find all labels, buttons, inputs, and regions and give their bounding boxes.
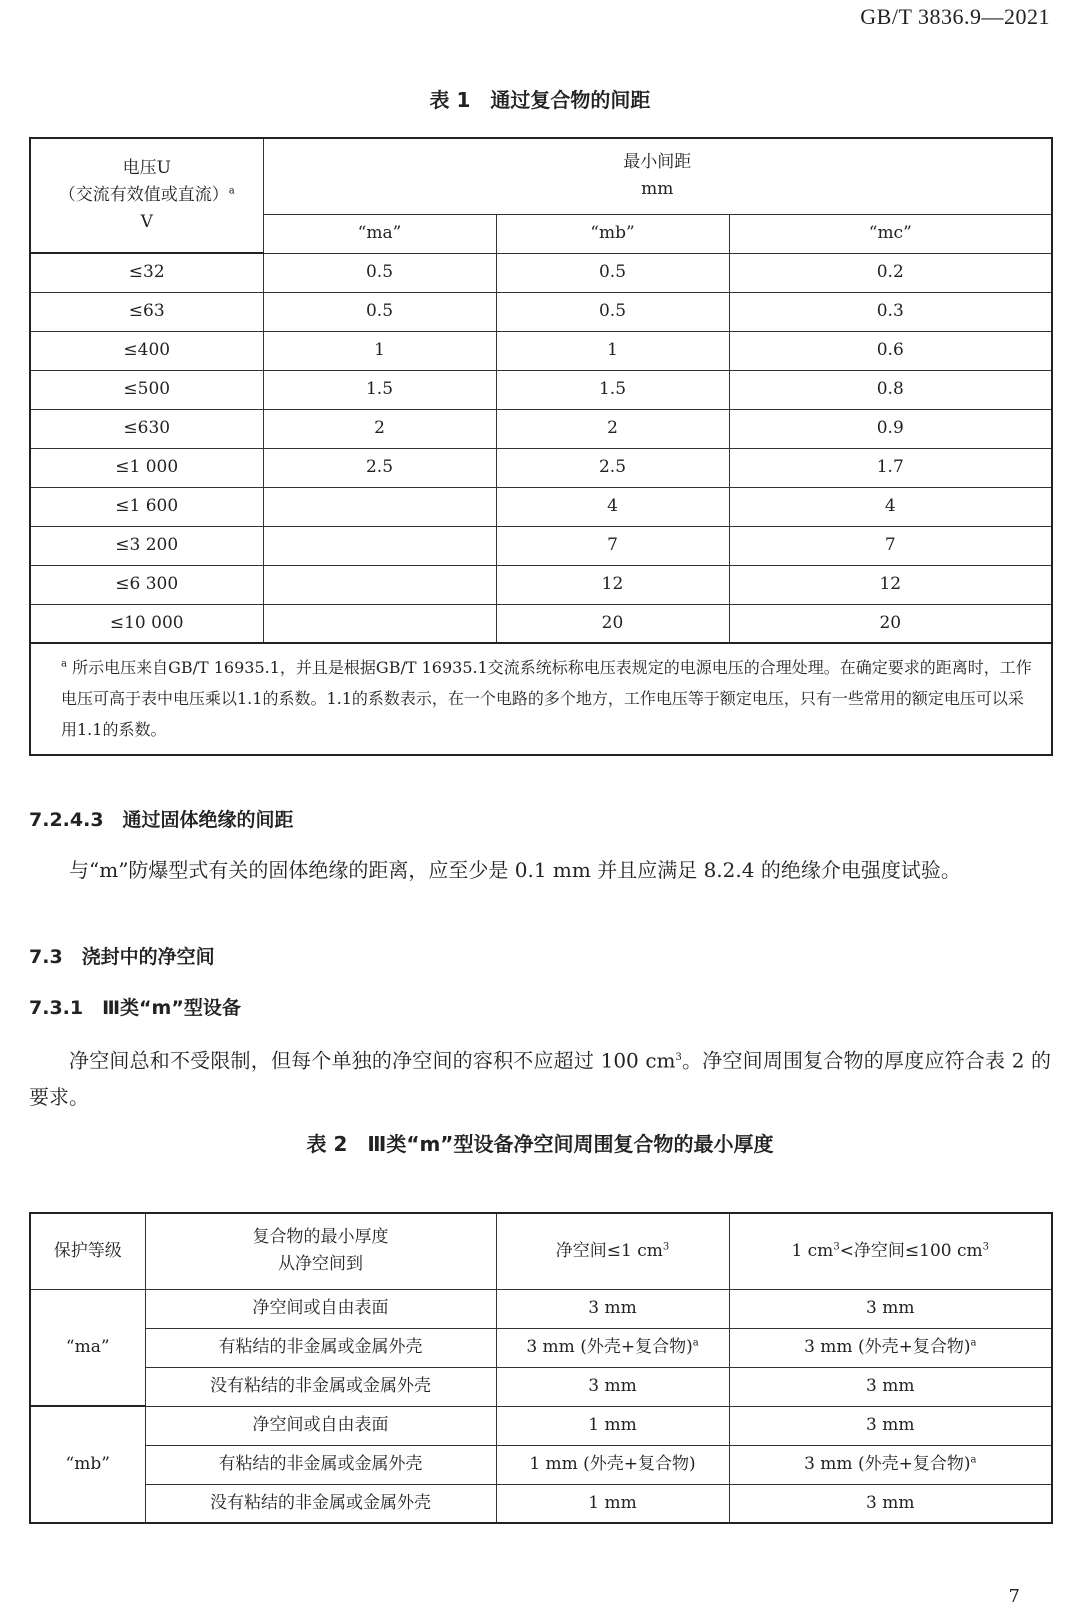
page-number: 7 [1008,1586,1020,1607]
large-cell [729,1406,1052,1445]
to-cell: 净空间或自由表面 [145,1406,496,1445]
voltage-header-label: 电压U [122,157,171,178]
header-sup: 3 [833,1241,840,1252]
ma-cell [263,487,496,526]
thickness-header-label: 复合物的最小厚度 [252,1227,389,1248]
ma-cell: 2.5 [263,448,496,487]
header-text: 1 cm [791,1240,834,1261]
ma-cell [263,526,496,565]
small-cell [496,1406,729,1445]
voltage-cell: ≤1 600 [30,487,263,526]
cell-text: 1 mm (外壳+复合物) [529,1453,696,1474]
to-cell: 没有粘结的非金属或金属外壳 [145,1484,496,1523]
cell-text: 3 mm [866,1414,915,1435]
mc-cell: 0.6 [729,331,1052,370]
voltage-header-qualifier: （交流有效值或直流） [58,184,229,205]
section-7-2-4-3-text: 与“m”防爆型式有关的固体绝缘的距离，应至少是 0.1 mm 并且应满足 8.2.4 的绝缘介电强度试验。 [69,858,961,882]
cell-text: 3 mm [866,1492,915,1513]
large-cell [729,1328,1052,1367]
header-text: <净空间≤100 cm [839,1240,983,1261]
mc-cell: 0.8 [729,370,1052,409]
voltage-cell: ≤1 000 [30,448,263,487]
table1-footnote [30,643,1052,755]
footnote-mark: a [61,658,67,670]
cell-text: 3 mm (外壳+复合物) [526,1336,693,1357]
voltage-header [30,138,263,253]
large-cell [729,1289,1052,1328]
table-row [30,1445,1052,1484]
table-row [30,604,1052,643]
mb-cell: 2.5 [496,448,729,487]
mb-cell: 4 [496,487,729,526]
ma-cell [263,604,496,643]
cell-sup: a [970,1337,977,1349]
section-7-2-4-3-heading: 7.2.4.3 通过固体绝缘的间距 [29,809,294,831]
table-row [30,253,1052,292]
table1-title: 表 1 通过复合物的间距 [429,88,651,112]
table-row [30,1484,1052,1523]
thickness-header-sublabel: 从净空间到 [278,1254,363,1275]
mb-cell: 2 [496,409,729,448]
mc-cell: 0.2 [729,253,1052,292]
level-header: 保护等级 [30,1213,145,1289]
level-cell: “mb” [30,1406,145,1523]
voltage-cell: ≤630 [30,409,263,448]
ma-cell [263,565,496,604]
table-row [30,526,1052,565]
table2-title: 表 2 Ⅲ类“m”型设备净空间周围复合物的最小厚度 [306,1132,774,1156]
text-part: 。净空间周围复合物的厚度应符合表 2 的要求。 [29,1048,1051,1109]
voltage-cell: ≤63 [30,292,263,331]
small-space-header [496,1213,729,1289]
cell-text: 1 mm [588,1414,637,1435]
text-part: 净空间总和不受限制，但每个单独的净空间的容积不应超过 100 cm [69,1048,676,1073]
mc-cell: 4 [729,487,1052,526]
cell-text: 3 mm (外壳+复合物) [804,1336,971,1357]
to-cell: 净空间或自由表面 [145,1289,496,1328]
mb-cell: 7 [496,526,729,565]
table-row [30,370,1052,409]
cell-text: 1 mm [588,1492,637,1513]
cell-text: 3 mm [866,1375,915,1396]
mb-cell: 12 [496,565,729,604]
table-row [30,1289,1052,1328]
mc-cell: 0.3 [729,292,1052,331]
mb-cell: 1.5 [496,370,729,409]
to-cell: 没有粘结的非金属或金属外壳 [145,1367,496,1406]
small-cell [496,1445,729,1484]
small-cell [496,1328,729,1367]
small-cell [496,1367,729,1406]
voltage-cell: ≤500 [30,370,263,409]
mc-cell: 20 [729,604,1052,643]
small-cell [496,1484,729,1523]
cell-sup: a [970,1454,977,1466]
spacing-header-label: 最小间距 [623,152,692,173]
voltage-header-unit: V [140,212,153,233]
section-7-3-1-heading: 7.3.1 Ⅲ类“m”型设备 [29,997,241,1019]
table-row [30,1328,1052,1367]
voltage-cell: ≤6 300 [30,565,263,604]
footnote-text: 所示电压来自GB/T 16935.1，并且是根据GB/T 16935.1交流系统标称电压表规定的电源电压的合理处理。在确定要求的距离时，工作电压可高于表中电压乘以1.1的系数。1.1的系数表示，在一个电路的多个地方，工作电压等于额定电压，只有一些常用的额定电压可以采用1.1的系数。 [61,658,1032,740]
sub-header-ma: “ma” [263,214,496,253]
to-cell: 有粘结的非金属或金属外壳 [145,1328,496,1367]
spacing-header [263,138,1052,214]
voltage-cell: ≤400 [30,331,263,370]
large-cell [729,1484,1052,1523]
ma-cell: 0.5 [263,253,496,292]
header-sup: 3 [662,1241,670,1252]
voltage-footnote-mark: a [228,185,235,197]
cell-text: 3 mm [866,1297,915,1318]
table-row [30,1367,1052,1406]
table-row [30,487,1052,526]
table-row [30,292,1052,331]
large-space-header [729,1213,1052,1289]
table1 [29,137,1053,756]
sub-header-mc: “mc” [729,214,1052,253]
mc-cell: 12 [729,565,1052,604]
ma-cell: 0.5 [263,292,496,331]
mc-cell: 1.7 [729,448,1052,487]
cell-text: 3 mm [588,1375,637,1396]
large-cell [729,1445,1052,1484]
cell-sup: a [692,1337,699,1349]
table-row [30,1406,1052,1445]
table-row [30,409,1052,448]
standard-code: GB/T 3836.9—2021 [860,4,1050,29]
mb-cell: 0.5 [496,292,729,331]
cell-text: 3 mm [588,1297,637,1318]
spacing-header-unit: mm [641,179,674,200]
voltage-cell: ≤10 000 [30,604,263,643]
voltage-cell: ≤32 [30,253,263,292]
table2 [29,1212,1053,1524]
ma-cell: 2 [263,409,496,448]
cell-text: 3 mm (外壳+复合物) [804,1453,971,1474]
section-7-3-heading: 7.3 浇封中的净空间 [29,946,215,968]
mc-cell: 0.9 [729,409,1052,448]
section-7-3-1-text [29,1040,1051,1115]
mc-cell: 7 [729,526,1052,565]
mb-cell: 0.5 [496,253,729,292]
header-text: 净空间≤1 cm [555,1240,663,1261]
sub-header-mb: “mb” [496,214,729,253]
large-cell [729,1367,1052,1406]
ma-cell: 1.5 [263,370,496,409]
voltage-cell: ≤3 200 [30,526,263,565]
text-sup: 3 [675,1052,682,1063]
level-cell: “ma” [30,1289,145,1406]
table-row [30,331,1052,370]
to-cell: 有粘结的非金属或金属外壳 [145,1445,496,1484]
thickness-header [145,1213,496,1289]
ma-cell: 1 [263,331,496,370]
mb-cell: 20 [496,604,729,643]
mb-cell: 1 [496,331,729,370]
header-sup: 3 [982,1241,990,1252]
small-cell [496,1289,729,1328]
table-row [30,565,1052,604]
table-row [30,448,1052,487]
